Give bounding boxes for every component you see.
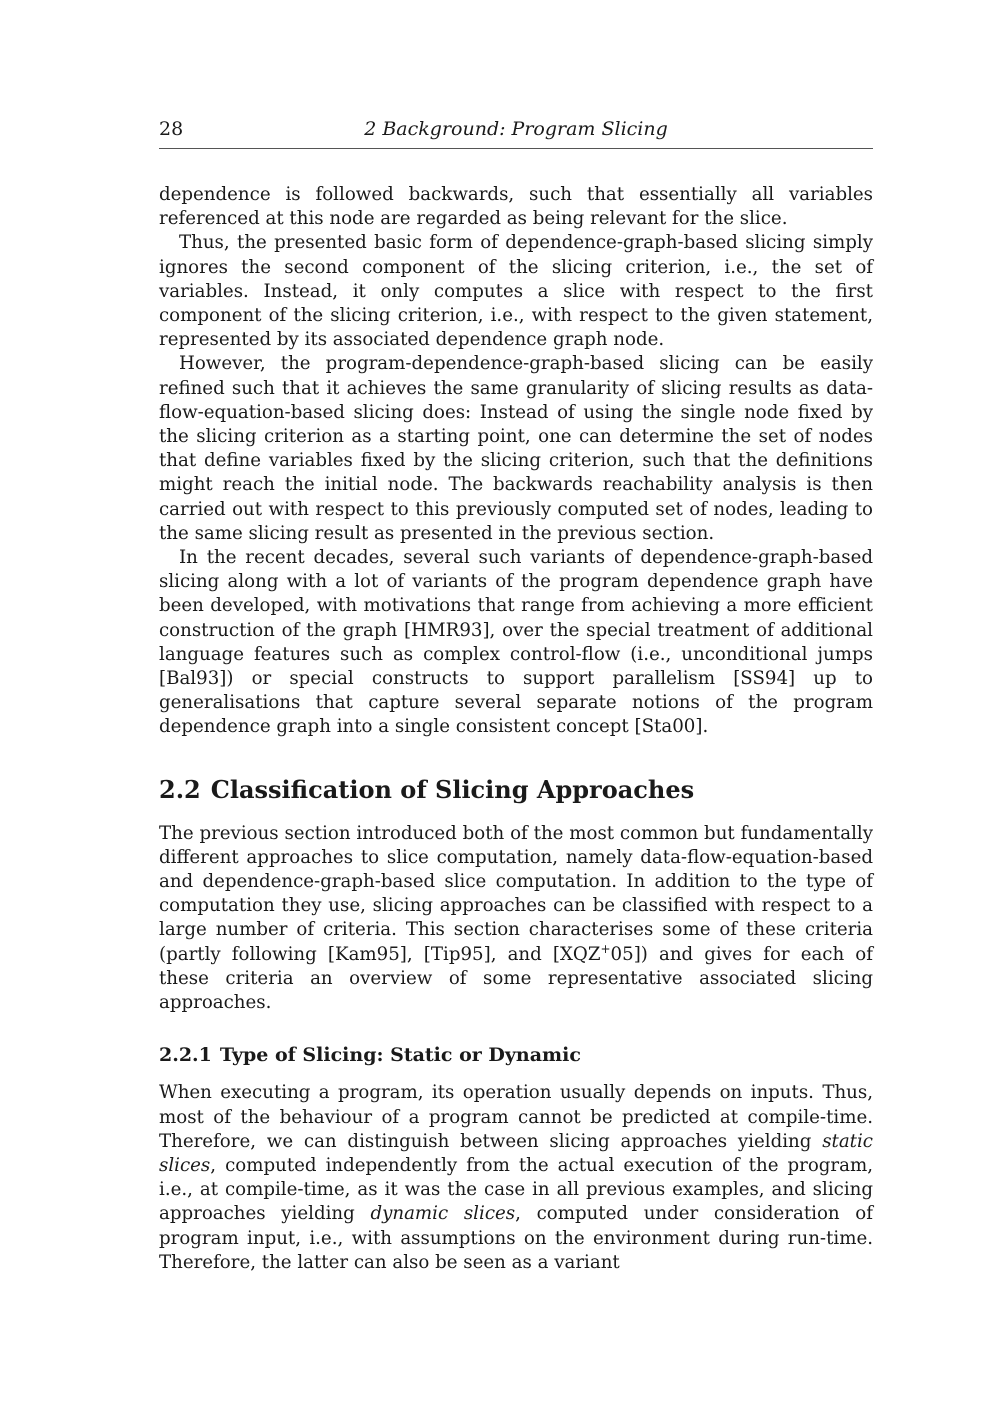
emphasized-term: dynamic slices: [370, 1203, 516, 1225]
document-page: [159, 118, 873, 1275]
subsection-title: Type of Slicing: Static or Dynamic: [219, 1044, 581, 1067]
section-paragraph: [159, 822, 873, 1016]
paragraph-text: , computed under consideration of program input, i.e., with assumptions on the environment during run-time. Therefore, the latter can also be seen as a variant: [159, 1203, 873, 1273]
paragraph: dependence is followed backwards, such that essentially all variables referenced at this node are regarded as being relevant for the slice.: [159, 184, 873, 230]
section-title: Classification of Slicing Approaches: [210, 774, 695, 804]
section-heading: [159, 776, 873, 804]
running-header: [159, 118, 873, 149]
superscript: +: [600, 941, 611, 956]
paragraph: However, the program-dependence-graph-based slicing can be easily refined such that it achieves the same granularity of slicing results as data-flow-equation-based slicing does: Instead of using the single node fixed by the slicing criterion as a starting point, one can determine the set of nodes that define variables fixed by the slicing criterion, such that the definitions might reach the initial node. The backwards reachability analysis is then carried out with respect to this previously computed set of nodes, leading to the same slicing result as presented in the previous section.: [159, 353, 873, 544]
emphasized-term: static slices: [159, 1130, 873, 1176]
page-number: 28: [159, 118, 184, 140]
paragraph: In the recent decades, several such variants of dependence-graph-based slicing along with a lot of variants of the program dependence graph have been developed, with motivations that range from achieving a more efficient construction of the graph [HMR93], over the special treatment of additional language features such as complex control-flow (i.e., unconditional jumps [Bal93]) or special constructs to support parallelism [SS94] up to generalisations that capture several separate notions of the program dependence graph into a single consistent concept [Sta00].: [159, 547, 873, 738]
chapter-title: 2 Background: Program Slicing: [364, 118, 668, 140]
subsection-heading: [159, 1043, 873, 1067]
paragraph-text: When executing a program, its operation usually depends on inputs. Thus, most of the behaviour of a program cannot be predicted at compile-time. Therefore, we can distinguish between slicing approaches yielding: [159, 1082, 873, 1152]
subsection-paragraph: [159, 1081, 873, 1275]
paragraph-text: , computed independently from the actual execution of the program, i.e., at compile-time, as it was the case in all previous examples, and slicing approaches yielding: [159, 1154, 873, 1225]
paragraph-text: The previous section introduced both of the most common but fundamentally different approaches to slice computation, namely data-flow-equation-based and dependence-graph-based slice computation. In addition to the type of computation they use, slicing approaches can be classified with respect to a large number of criteria. This section characterises some of these criteria (partly following [Kam95], [Tip95], and [XQZ: [159, 822, 873, 965]
subsection-number: 2.2.1: [159, 1044, 212, 1067]
paragraph: Thus, the presented basic form of dependence-graph-based slicing simply ignores the second component of the slicing criterion, i.e., the set of variables. Instead, it only computes a slice with respect to the first component of the slicing criterion, i.e., with respect to the given statement, represented by its associated dependence graph node.: [159, 232, 873, 351]
body-text: [159, 183, 873, 1275]
paragraph-text: 05]) and gives for each of these criteria an overview of some representative associated slicing approaches.: [159, 943, 873, 1014]
section-number: 2.2: [159, 774, 201, 804]
